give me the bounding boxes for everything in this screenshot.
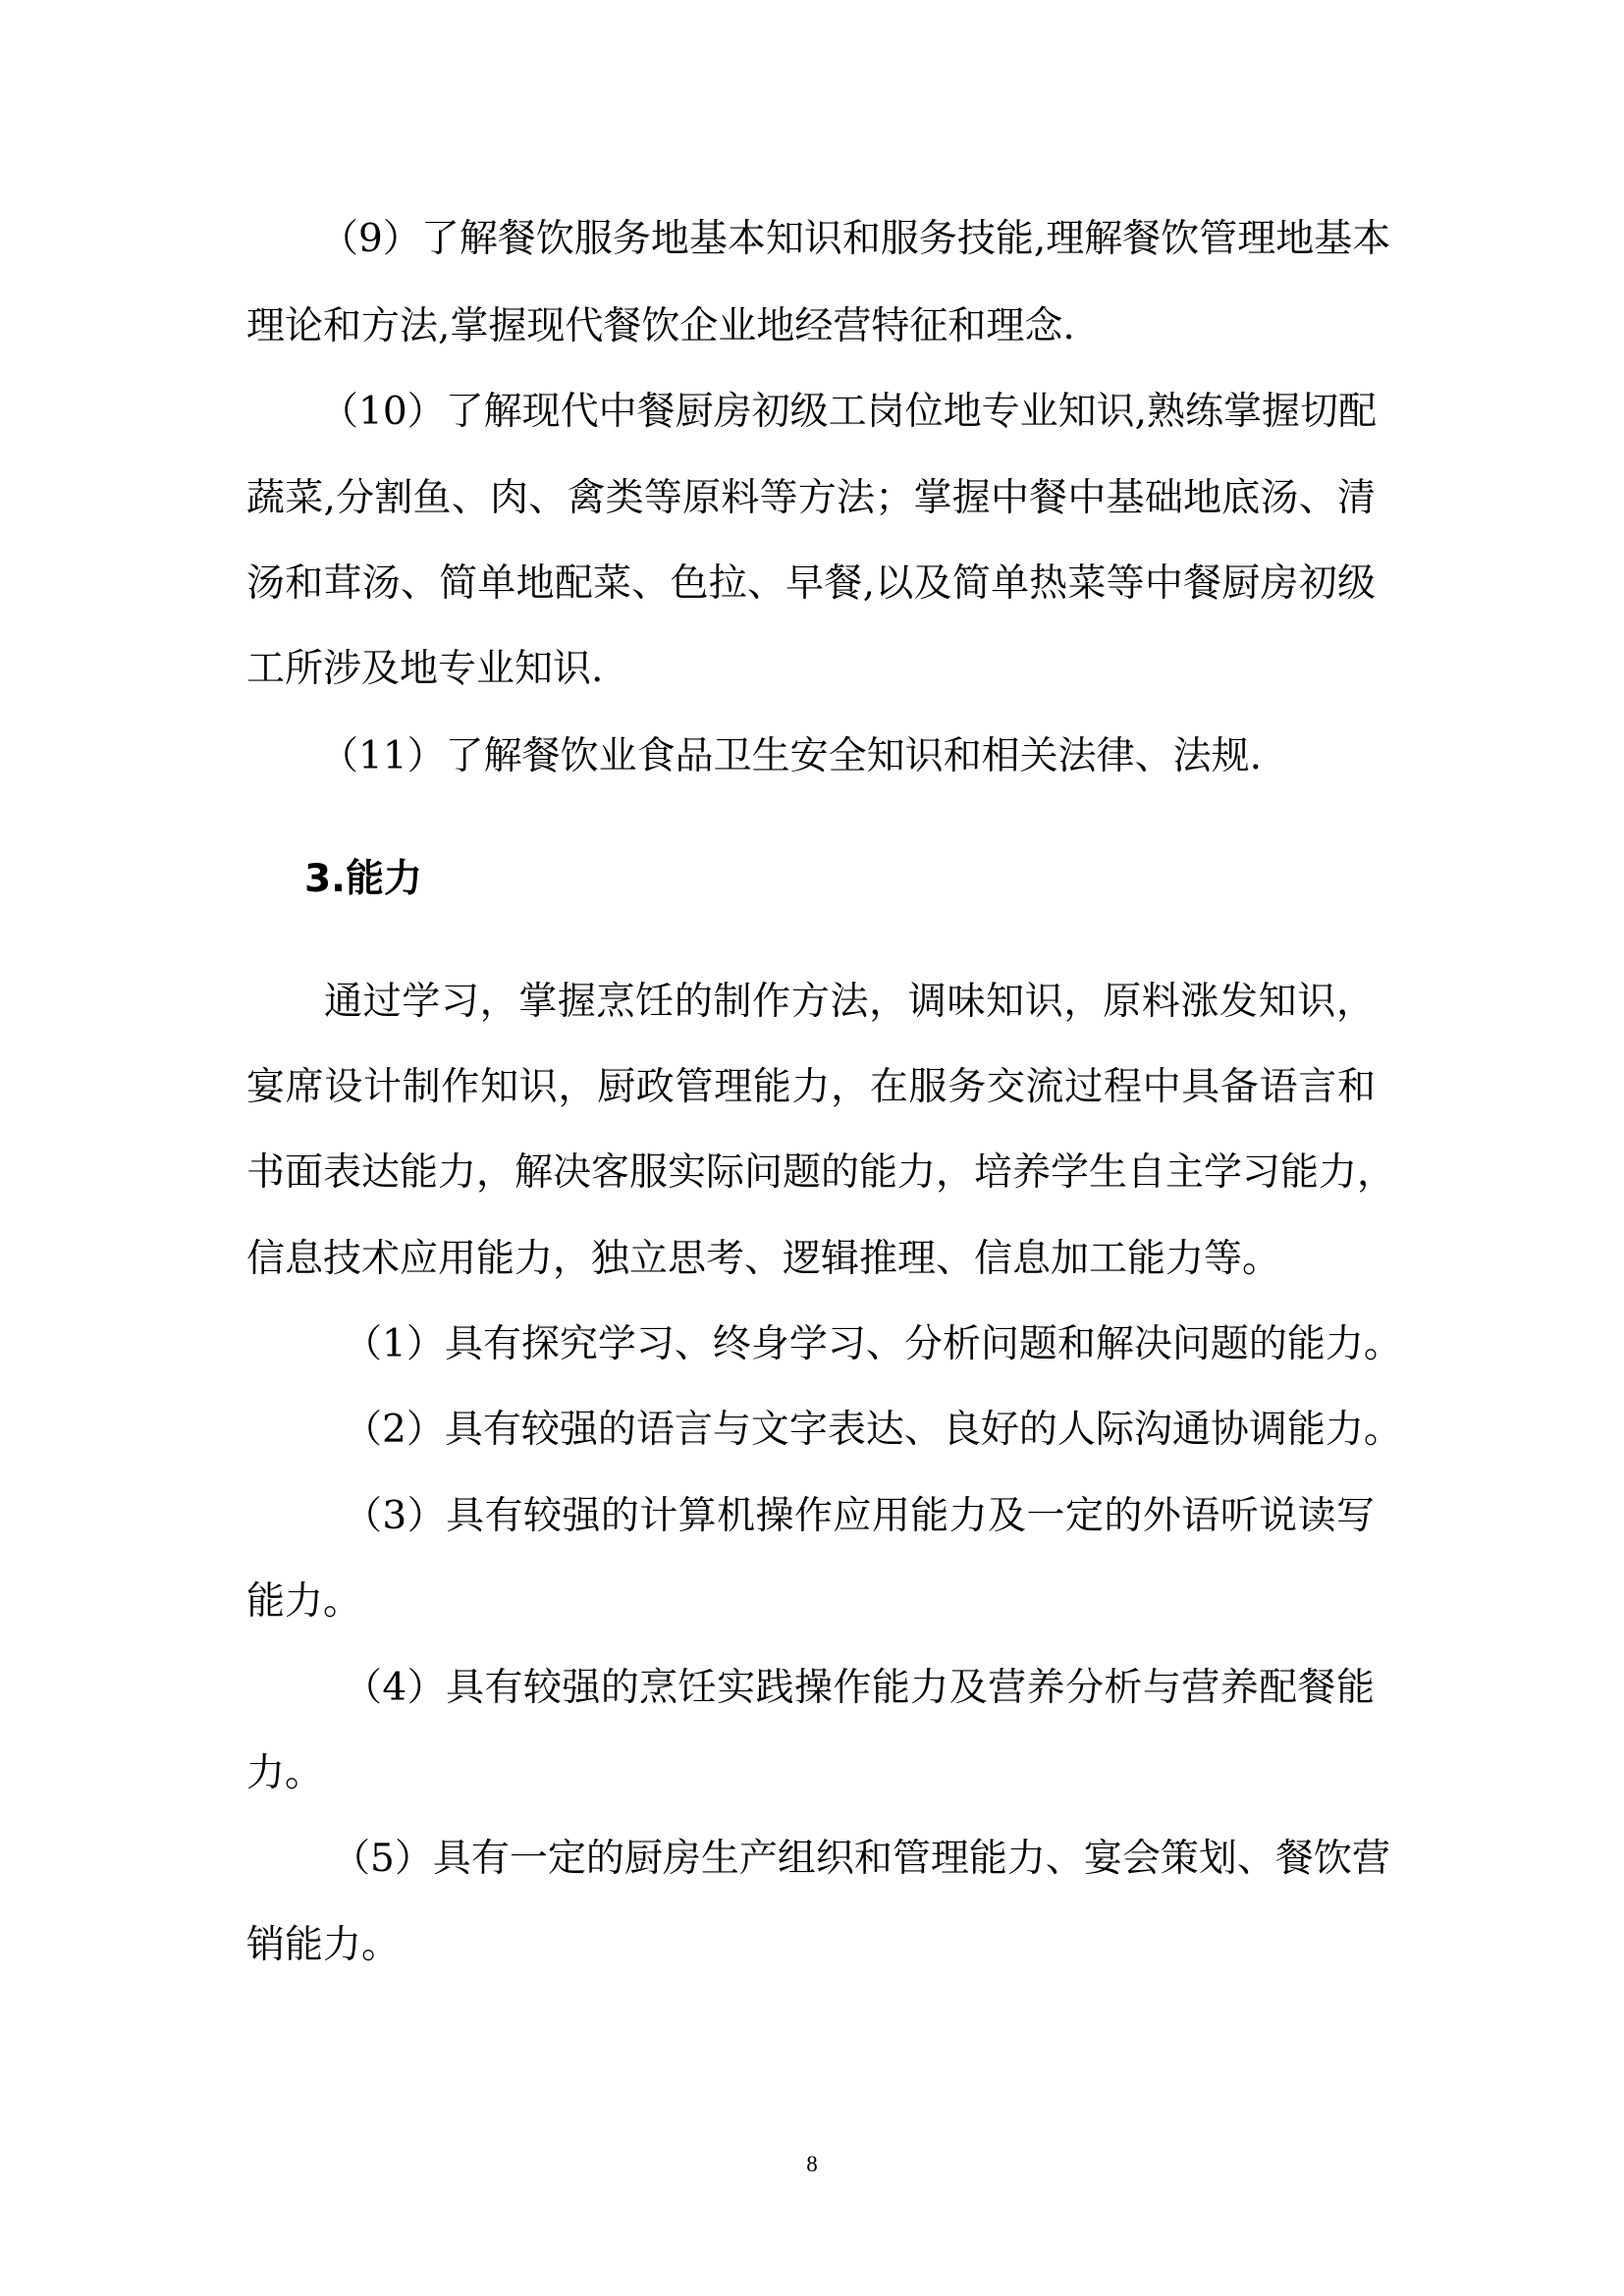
ability-item-1: （1）具有探究学习、终身学习、分析问题和解决问题的能力。 xyxy=(344,1322,1402,1366)
knowledge-item-10-line-3: 汤和茸汤、简单地配菜、色拉、早餐,以及简单热菜等中餐厨房初级 xyxy=(246,561,1376,606)
ability-intro-line-3: 书面表达能力，解决客服实际问题的能力，培养学生自主学习能力， xyxy=(246,1150,1396,1195)
ability-intro-line-4: 信息技术应用能力，独立思考、逻辑推理、信息加工能力等。 xyxy=(246,1237,1281,1281)
ability-item-3-line-1: （3）具有较强的计算机操作应用能力及一定的外语听说读写 xyxy=(344,1494,1375,1538)
knowledge-item-9-line-2: 理论和方法,掌握现代餐饮企业地经营特征和理念. xyxy=(246,304,1075,348)
ability-item-3-line-2: 能力。 xyxy=(246,1579,362,1624)
knowledge-item-10-line-1: （10）了解现代中餐厨房初级工岗位地专业知识,熟练掌握切配 xyxy=(320,390,1378,434)
knowledge-item-10-line-2: 蔬菜,分割鱼、肉、禽类等原料等方法；掌握中餐中基础地底汤、清 xyxy=(246,476,1376,520)
ability-item-4-line-2: 力。 xyxy=(246,1751,324,1795)
ability-item-5-line-2: 销能力。 xyxy=(246,1923,401,1967)
ability-item-2: （2）具有较强的语言与文字表达、良好的人际沟通协调能力。 xyxy=(344,1408,1402,1452)
knowledge-item-11-line-1: （11）了解餐饮业食品卫生安全知识和相关法律、法规. xyxy=(320,734,1263,778)
ability-item-5-line-1: （5）具有一定的厨房生产组织和管理能力、宴会策划、餐饮营 xyxy=(332,1837,1390,1881)
knowledge-item-9-line-1: （9）了解餐饮服务地基本知识和服务技能,理解餐饮管理地基本 xyxy=(320,217,1391,261)
knowledge-item-10-line-4: 工所涉及地专业知识. xyxy=(246,647,604,691)
ability-intro-line-2: 宴席设计制作知识，厨政管理能力，在服务交流过程中具备语言和 xyxy=(246,1065,1376,1109)
ability-intro-line-1: 通过学习，掌握烹饪的制作方法，调味知识，原料涨发知识， xyxy=(324,980,1375,1024)
page-number: 8 xyxy=(806,2152,818,2176)
ability-item-4-line-1: （4）具有较强的烹饪实践操作能力及营养分析与营养配餐能 xyxy=(344,1666,1375,1710)
section-heading-ability: 3.能力 xyxy=(304,857,422,901)
